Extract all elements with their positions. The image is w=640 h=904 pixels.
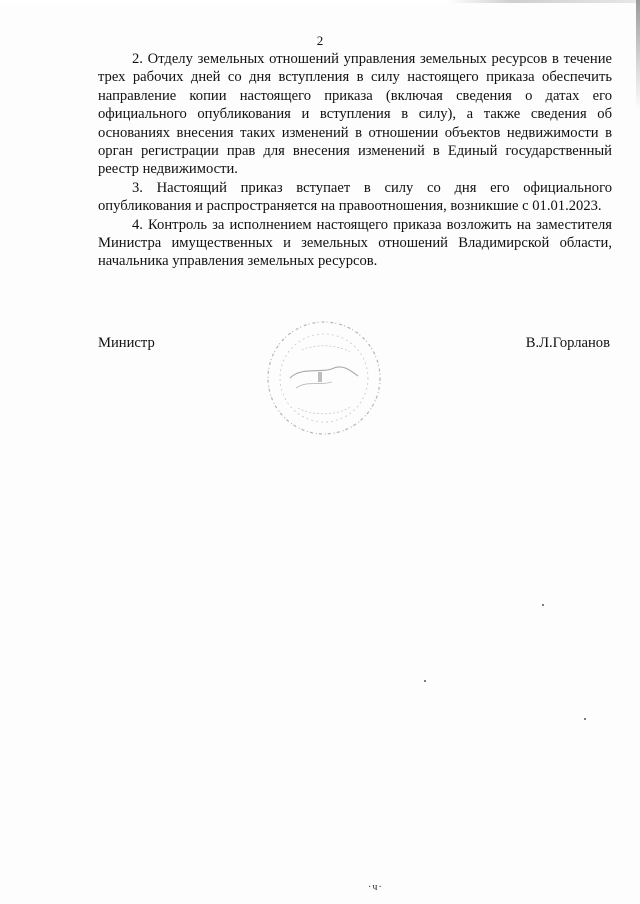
paragraph-4: 4. Контроль за исполнением настоящего приказа возложить на заместителя Министра имущественных и земельных отношений Владимирской области, начальника управления земельных ресурсов. [98, 216, 612, 270]
paragraph-3: 3. Настоящий приказ вступает в силу со дня его официального опубликования и распространяется на правоотношения, возникшие с 01.01.2023. [98, 179, 612, 215]
paragraph-2: 2. Отделу земельных отношений управления земельных ресурсов в течение трех рабочих дней со дня вступления в силу настоящего приказа обеспечить направление копии настоящего приказа (включая сведения о датах его официального опубликования и вступления в силу), а также сведения об основаниях внесения таких изменений в отношении объектов недвижимости в орган регистрации прав для внесения изменений в Единый государственный реестр недвижимости. [98, 51, 612, 178]
scan-speck [542, 604, 544, 606]
document-body [98, 50, 612, 271]
signatory-name: В.Л.Горланов [525, 335, 610, 351]
scan-top-edge [0, 0, 640, 3]
scan-right-edge [636, 0, 640, 110]
scan-speck [424, 680, 426, 682]
page-number: 2 [316, 33, 324, 48]
signatory-title: Министр [98, 335, 155, 351]
official-stamp-icon [262, 316, 386, 440]
scan-speck [584, 718, 586, 720]
scan-mark: ·ч· [368, 882, 383, 893]
